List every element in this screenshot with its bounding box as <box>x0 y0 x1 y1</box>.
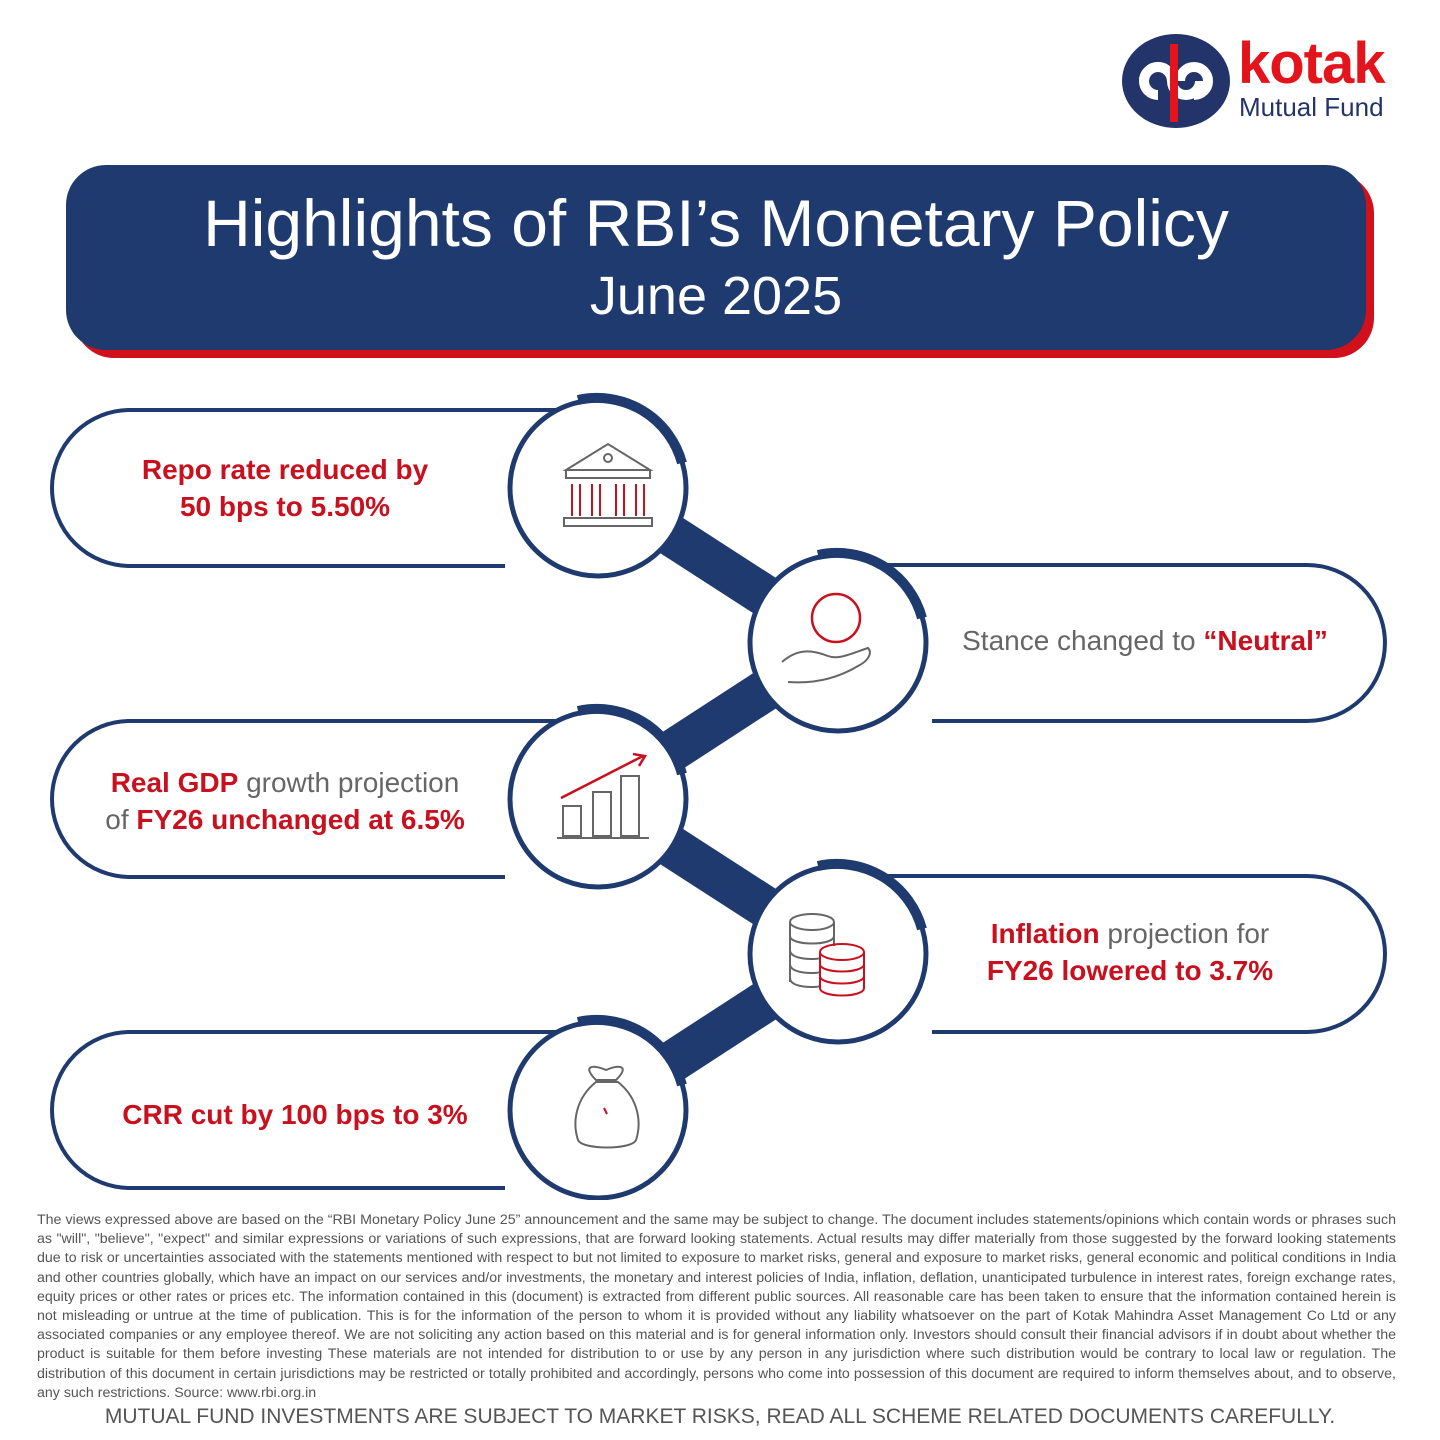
highlight-text-part: 50 bps to 5.50% <box>179 491 391 522</box>
highlight-text-part: Inflation <box>990 918 1100 949</box>
source-link[interactable]: www.rbi.org.in <box>227 1384 317 1401</box>
highlight-text-part: CRR cut by 100 bps to 3% <box>122 1099 468 1130</box>
highlight-text-part: Repo rate reduced by <box>141 454 429 485</box>
money-bag-icon <box>572 1062 642 1154</box>
highlight-text-part: Stance changed to <box>962 625 1204 656</box>
highlight-gdp <box>80 764 490 838</box>
disclaimer <box>37 1211 1396 1403</box>
disclaimer-text: The views expressed above are based on the “RBI Monetary Policy June 25” announcement and the same may be subject to change. The document includes statements/opinions which contain words or phrases such as "will", "believe", "expect" and similar expressions or variations of such expressions, that are forward looking statements. Actual results may differ materially from those suggested by the forward looking statements due to risk or uncertainties associated with the statements mentioned with respect to but not limited to exposure to market risks, general and exposure to market risks, general economic and political conditions in India and other countries globally, which have an impact on our services and/or investments, the monetary and interest policies of India, inflation, deflation, unanticipated turbulence in interest rates, foreign exchange rates, equity prices or other rates or prices etc. The information contained in this (document) is extracted from different public sources. All reasonable care has been taken to ensure that the information contained herein is not misleading or untrue at the time of publication. This is for the information of the person to whom it is provided without any liability whatsoever on the part of Kotak Mahindra Asset Management Co Ltd or any associated companies or any employee thereof. We are not soliciting any action based on this material and is for general information only. Investors should consult their financial advisors if in doubt about whether the product is suitable for them before investing These materials are not intended for distribution to or use by any person in any jurisdiction where such distribution would be contrary to local law or regulation. The distribution of this document in certain jurisdictions may be restricted or totally prohibited and accordingly, persons who come into possession of this document are required to inform themselves about, and to observe, any such restrictions. Source: <box>37 1212 1396 1401</box>
highlight-text-part: FY26 unchanged at 6.5% <box>136 804 465 835</box>
growth-chart-icon <box>555 750 651 842</box>
highlight-text-part: “Neutral” <box>1203 625 1328 656</box>
page-subtitle: June 2025 <box>589 266 843 326</box>
highlight-text-part: FY26 lowered to 3.7% <box>986 955 1274 986</box>
page-title: Highlights of RBI’s Monetary Policy <box>203 186 1229 260</box>
highlight-text-part: projection for <box>1099 918 1270 949</box>
logo-subtitle: Mutual Fund <box>1239 92 1384 122</box>
coin-stacks-icon <box>786 912 868 998</box>
highlight-text-part: growth projection <box>238 767 460 798</box>
highlight-inflation <box>935 915 1325 989</box>
highlight-stance <box>935 622 1355 659</box>
logo-brand-text: kotak <box>1238 31 1385 96</box>
highlight-text-part: Real GDP <box>110 767 239 798</box>
highlight-crr <box>80 1096 510 1133</box>
highlight-repo-rate <box>80 451 490 525</box>
bank-building-icon <box>560 440 656 532</box>
risk-footer: MUTUAL FUND INVESTMENTS ARE SUBJECT TO MARKET RISKS, READ ALL SCHEME RELATED DOCUMENTS CAREFULLY. <box>104 1405 1336 1428</box>
highlight-text-part: of <box>105 804 137 835</box>
hand-coin-icon <box>778 590 878 690</box>
